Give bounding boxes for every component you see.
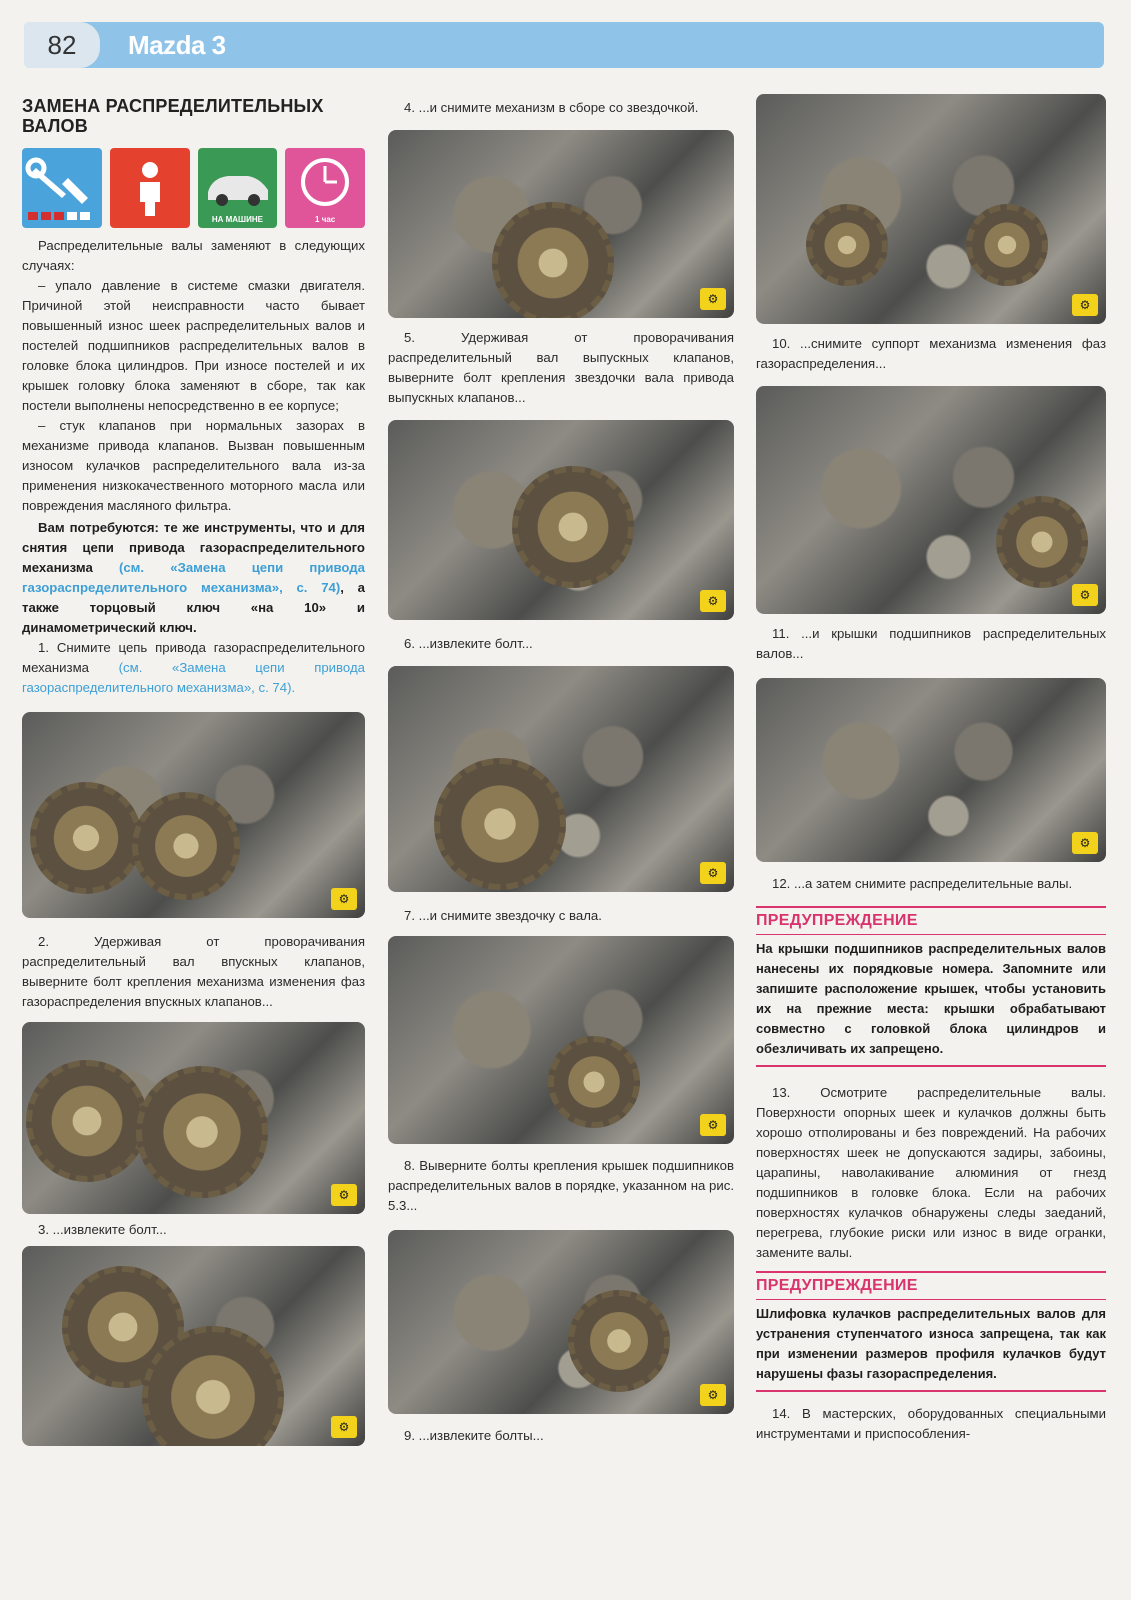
photo-step-9: [756, 94, 1106, 324]
step-13-text: 13. Осмотрите распределительные валы. Поверхности опорных шеек и кулачков должны быть хорошо отполированы и без повреждений. На рабочих поверхностях шеек не допускаются задиры, забоины, царапины, наволакивание алюминия от гнезд подшипников в головке блока. Если на рабочих поверхностях кулачков обнаружены следы заеданий, перегрева, глубокие риски или износ в виде огранки, замените валы.: [756, 1085, 1106, 1260]
photo-step-3: [22, 1246, 365, 1446]
photo-badge-icon: ⚙: [331, 1416, 357, 1438]
column-left: [22, 92, 365, 1446]
caption-step-7: 7. ...и снимите звездочку с вала.: [404, 908, 602, 923]
caption-step-11: 11. ...и крышки подшипников распределительных валов...: [756, 626, 1106, 661]
photo-badge-icon: ⚙: [1072, 584, 1098, 606]
warning-2-text: Шлифовка кулачков распределительных валов для устранения ступенчатого износа запрещена, так как при изменении размеров профиля кулачков будут нарушены фазы газораспределения.: [756, 1300, 1106, 1392]
page-number: 82: [24, 22, 100, 68]
case-1-text: – упало давление в системе смазки двигателя. Причиной этой неисправности часто бывает повышенный износ шеек распределительных валов и постелей подшипников распределительных валов в головке блока цилиндров. При износе постелей и их крышек головку блока заменяют в сборе, так как постели выполнены непосредственно в ее корпусе;: [22, 278, 365, 413]
warning-1-title: ПРЕДУПРЕЖДЕНИЕ: [756, 906, 1106, 935]
photo-step-7: [388, 936, 734, 1144]
intro-text: Распределительные валы заменяют в следующих случаях:: [22, 238, 365, 273]
photo-badge-icon: ⚙: [331, 888, 357, 910]
column-middle: [388, 92, 734, 1452]
photo-badge-icon: ⚙: [700, 1114, 726, 1136]
step-1-link[interactable]: (см. «Замена цепи привода газораспределительного механизма», с. 74).: [22, 660, 365, 695]
caption-step-5: 5. Удерживая от проворачивания распределительный вал выпускных клапанов, выверните болт крепления звездочки вала привода выпускных клапанов...: [388, 330, 734, 405]
photo-step-2: [22, 1022, 365, 1214]
brand-title: Mazda 3: [128, 30, 226, 60]
photo-badge-icon: ⚙: [700, 1384, 726, 1406]
caption-step-6: 6. ...извлеките болт...: [404, 636, 533, 651]
caption-step-4: 4. ...и снимите механизм в сборе со звездочкой.: [404, 100, 699, 115]
photo-step-1: [22, 712, 365, 918]
page-header: [24, 22, 1104, 68]
photo-badge-icon: ⚙: [1072, 294, 1098, 316]
step-1-text: 1. Снимите цепь привода газораспределительного механизма (см. «Замена цепи привода газораспределительного механизма», с. 74).: [22, 640, 365, 695]
photo-badge-icon: ⚙: [700, 590, 726, 612]
photo-badge-icon: ⚙: [331, 1184, 357, 1206]
photo-badge-icon: ⚙: [700, 862, 726, 884]
caption-step-9: 9. ...извлеките болты...: [404, 1428, 544, 1443]
case-2-text: – стук клапанов при нормальных зазорах в механизме привода клапанов. Вызван повышенным износом кулачков распределительного вала из-за применения низкокачественного моторного масла или повреждения масляного фильтра.: [22, 418, 365, 513]
warning-2-title: ПРЕДУПРЕЖДЕНИЕ: [756, 1271, 1106, 1300]
tools-text: Вам потребуются: те же инструменты, что и для снятия цепи привода газораспределительного механизма (см. «Замена цепи привода газораспределительного механизма», с. 74), а также торцовый ключ «на 10» и динамометрический ключ.: [22, 520, 365, 635]
warning-1-text: На крышки подшипников распределительных валов нанесены их порядковые номера. Запомните или запишите расположение крышек, чтобы установить их на прежние места: крышки обрабатывают совместно с головкой блока цилиндров и обезличивать их запрещено.: [756, 935, 1106, 1067]
caption-step-2: 2. Удерживая от проворачивания распределительный вал впускных клапанов, выверните болт крепления механизма изменения фаз газораспределения впускных клапанов...: [22, 934, 365, 1009]
photo-step-6: [388, 666, 734, 892]
photo-badge-icon: ⚙: [1072, 832, 1098, 854]
photo-step-11: [756, 678, 1106, 862]
photo-step-10: [756, 386, 1106, 614]
photo-step-5: [388, 420, 734, 620]
photo-step-8: [388, 1230, 734, 1414]
photo-badge-icon: ⚙: [700, 288, 726, 310]
person-icon: [110, 148, 190, 228]
step-14-text: 14. В мастерских, оборудованных специальными инструментами и приспособления-: [756, 1406, 1106, 1441]
caption-step-8: 8. Выверните болты крепления крышек подшипников распределительных валов в порядке, указанном на рис. 5.3...: [388, 1158, 734, 1213]
clock-icon: 1 час: [285, 148, 365, 228]
caption-step-12: 12. ...а затем снимите распределительные валы.: [772, 876, 1073, 891]
tools-link[interactable]: (см. «Замена цепи привода газораспределительного механизма», с. 74): [22, 560, 365, 595]
car-icon: НА МАШИНЕ: [198, 148, 278, 228]
photo-step-4: [388, 130, 734, 318]
column-right: [756, 92, 1106, 1450]
wrench-icon: [22, 148, 102, 228]
caption-step-3: 3. ...извлеките болт...: [38, 1222, 167, 1237]
section-title: ЗАМЕНА РАСПРЕДЕЛИТЕЛЬНЫХ ВАЛОВ: [22, 96, 324, 136]
difficulty-icons: [22, 148, 365, 228]
caption-step-10: 10. ...снимите суппорт механизма изменения фаз газораспределения...: [756, 336, 1106, 371]
